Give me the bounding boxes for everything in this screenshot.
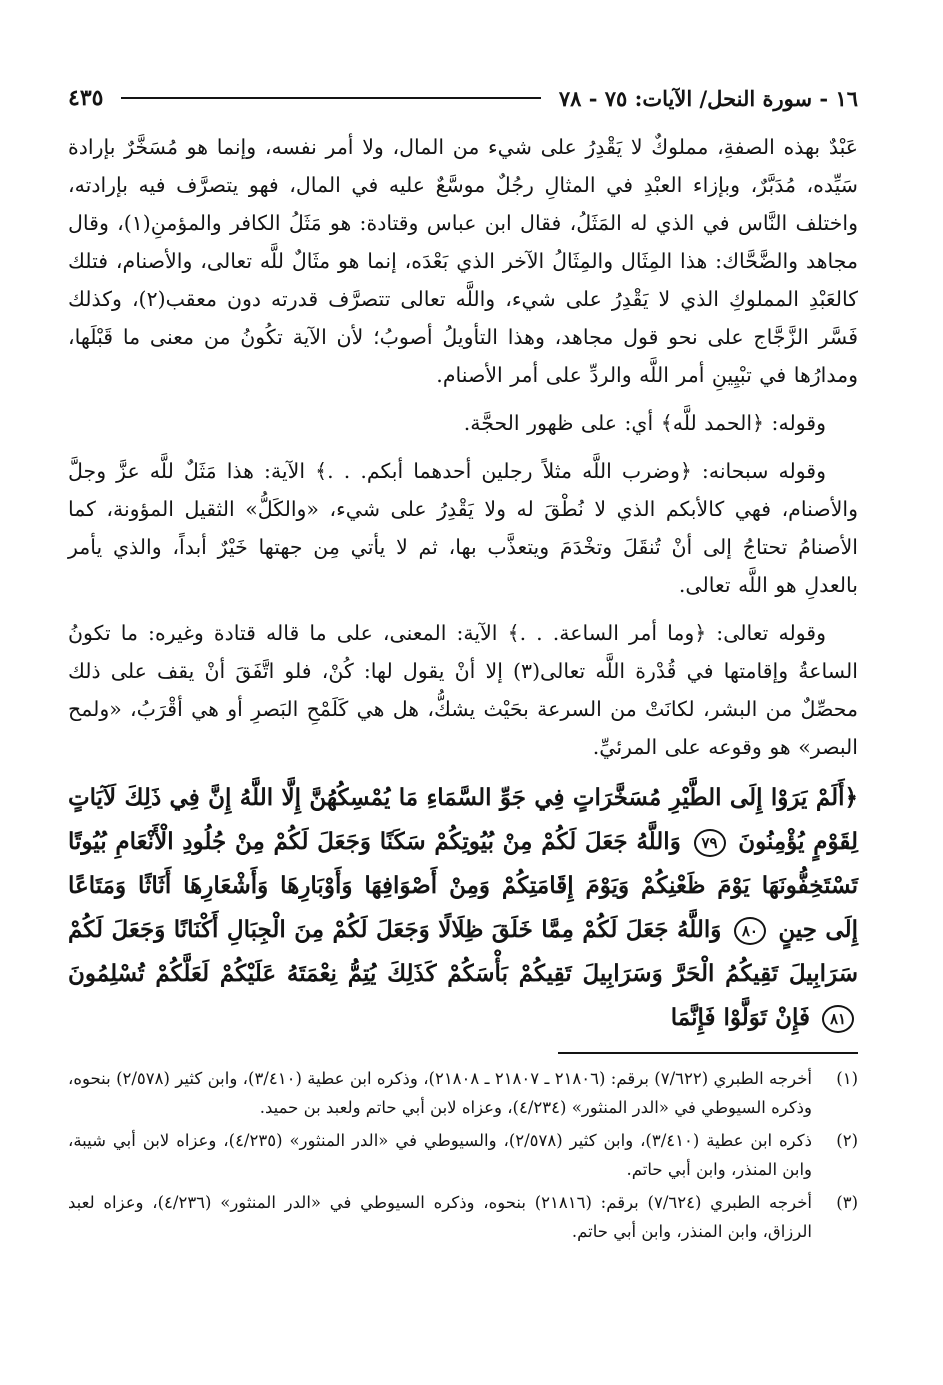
footnote-text: أخرجه الطبري (٧/٦٢٢) برقم: (٢١٨٠٦ ـ ٢١٨٠٧ ـ ٢١٨٠٨)، وذكره ابن عطية (٣/٤١٠)، وابن كثير (٢/٥٧٨) بنحوه، وذكره السيوطي في «الدر المنثور» (٤/٢٣٤)، وعزاه لابن أبي حاتم ولعبد بن حميد. [68, 1069, 812, 1117]
footnote-item [68, 1188, 858, 1246]
footnotes [68, 1064, 858, 1246]
quran-verses [68, 776, 858, 1040]
commentary-paragraph: وقوله تعالى: ﴿وما أمر الساعة. . .﴾ الآية: المعنى، على ما قاله قتادة وغيره: ما تكونُ الساعةُ وإقامتها في قُدْرة اللَّه تعالى(٣) إلا أنْ يقول لها: كُنْ، فلو اتَّفَقَ أنْ يقف على ذلك محصِّلٌ من البشر، لكانَتْ من السرعة بحَيْث يشكُّ، هل هي كَلَمْحِ البَصرِ أو هي أقْرَبُ، «ولمح البصر» هو وقوعه على المرئيِّ. [68, 621, 858, 759]
commentary-paragraph: وقوله سبحانه: ﴿وضرب اللَّه مثلاً رجلين أحدهما أبكم. . .﴾ الآية: هذا مَثَلٌ للَّه عزَّ وجلَّ والأصنام، فهي كالأبكم الذي لا نُطْقَ له ولا يَقْدِرُ على شيء، «والكَلُّ» الثقيل المؤونة، كما الأصنامُ تحتاجُ إلى أنْ تُنقَلَ وتخْدَمَ ويتعذَّب بها، ثم لا يأتي مِن جهتها خَيْرٌ أبداً، والذي يأمر بالعدلِ هو اللَّه تعالى. [68, 459, 858, 597]
verse-text: وَاللَّهُ جَعَلَ لَكُمْ مِنْ بُيُوتِكُمْ سَكَنًا وَجَعَلَ لَكُمْ مِنْ جُلُودِ الْأَنْعَامِ بُيُوتًا تَسْتَخِفُّونَهَا يَوْمَ ظَعْنِكُمْ وَيَوْمَ إِقَامَتِكُمْ وَمِنْ أَصْوَافِهَا وَأَوْبَارِهَا وَأَشْعَارِهَا أَثَاثًا وَمَتَاعًا إِلَى حِينٍ [68, 828, 859, 943]
footnote-item [68, 1126, 858, 1184]
footnote-number: (٢) [836, 1131, 858, 1150]
ayah-number-marker: ٨١ [822, 1005, 854, 1033]
running-header [68, 78, 858, 118]
commentary-body [68, 128, 858, 766]
verse-text: فَإِنْ تَوَلَّوْا فَإِنَّمَا [670, 1004, 810, 1031]
verse-text: ﴿أَلَمْ يَرَوْا إِلَى الطَّيْرِ مُسَخَّرَاتٍ فِي جَوِّ السَّمَاءِ مَا يُمْسِكُهُنَّ إِلَّا اللَّهُ إِنَّ فِي ذَلِكَ لَآيَاتٍ لِقَوْمٍ يُؤْمِنُونَ [68, 784, 858, 855]
book-page [68, 78, 858, 1338]
surah-heading: ١٦ - سورة النحل/ الآيات: ٧٥ - ٧٨ [558, 85, 858, 111]
header-rule [121, 97, 540, 99]
footnote-item [68, 1064, 858, 1122]
verse-text: وَاللَّهُ جَعَلَ لَكُمْ مِمَّا خَلَقَ ظِلَالًا وَجَعَلَ لَكُمْ مِنَ الْجِبَالِ أَكْنَانًا وَجَعَلَ لَكُمْ سَرَابِيلَ تَقِيكُمُ الْحَرَّ وَسَرَابِيلَ تَقِيكُمْ بَأْسَكُمْ كَذَلِكَ يُتِمُّ نِعْمَتَهُ عَلَيْكُمْ لَعَلَّكُمْ تُسْلِمُونَ [68, 916, 858, 987]
footnote-number: (١) [836, 1069, 858, 1088]
footnote-number: (٣) [836, 1193, 858, 1212]
commentary-paragraph: وقوله: ﴿الحمد للَّه﴾ أي: على ظهور الحجَّة. [463, 411, 826, 435]
ayah-number-marker: ٧٩ [694, 829, 726, 857]
ayah-number-marker: ٨٠ [734, 917, 766, 945]
page-number: ٤٣٥ [68, 85, 104, 111]
footnote-separator [558, 1052, 858, 1054]
footnote-text: أخرجه الطبري (٧/٦٢٤) برقم: (٢١٨١٦) بنحوه، وذكره السيوطي في «الدر المنثور» (٤/٢٣٦)، وعزاه لعبد الرزاق، وابن المنذر، وابن أبي حاتم. [68, 1193, 812, 1241]
commentary-paragraph: عَبْدٌ بهذه الصفةِ، مملوكٌ لا يَقْدِرُ على شيء من المال، ولا أمر نفسه، وإنما هو مُسَخَّرٌ بإرادة سَيِّده، مُدَبَّرٌ، وبإزاء العبْدِ في المثالِ رجُلٌ موسَّعٌ عليه في المال، فهو يتصرَّف فيه بإرادته، واختلف النَّاس في الذي له المَثَلُ، فقال ابن عباس وقتادة: هو مَثَلُ الكافر والمؤمنِ(١)، وقال مجاهد والضَّحَّاك: هذا المِثَال والمِثَالُ الآخر الذي بَعْدَه، إنما هو مثَالٌ للَّه تعالى، والأصنام، فتلك كالعَبْدِ المملوكِ الذي لا يَقْدِرُ على شيء، واللَّه تعالى تتصرَّف قدرته دون معقب(٢)، وكذلك فَسَّر الزَّجَّاج على نحو قول مجاهد، وهذا التأويلُ أصوبُ؛ لأن الآية تكُونُ من معنى ما قَبْلَها، ومدارُها في تبْيِينِ أمر اللَّه والردِّ على أمر الأصنام. [68, 135, 858, 387]
footnote-text: ذكره ابن عطية (٣/٤١٠)، وابن كثير (٢/٥٧٨)، والسيوطي في «الدر المنثور» (٤/٢٣٥)، وعزاه لابن أبي شيبة، وابن المنذر، وابن أبي حاتم. [68, 1131, 812, 1179]
